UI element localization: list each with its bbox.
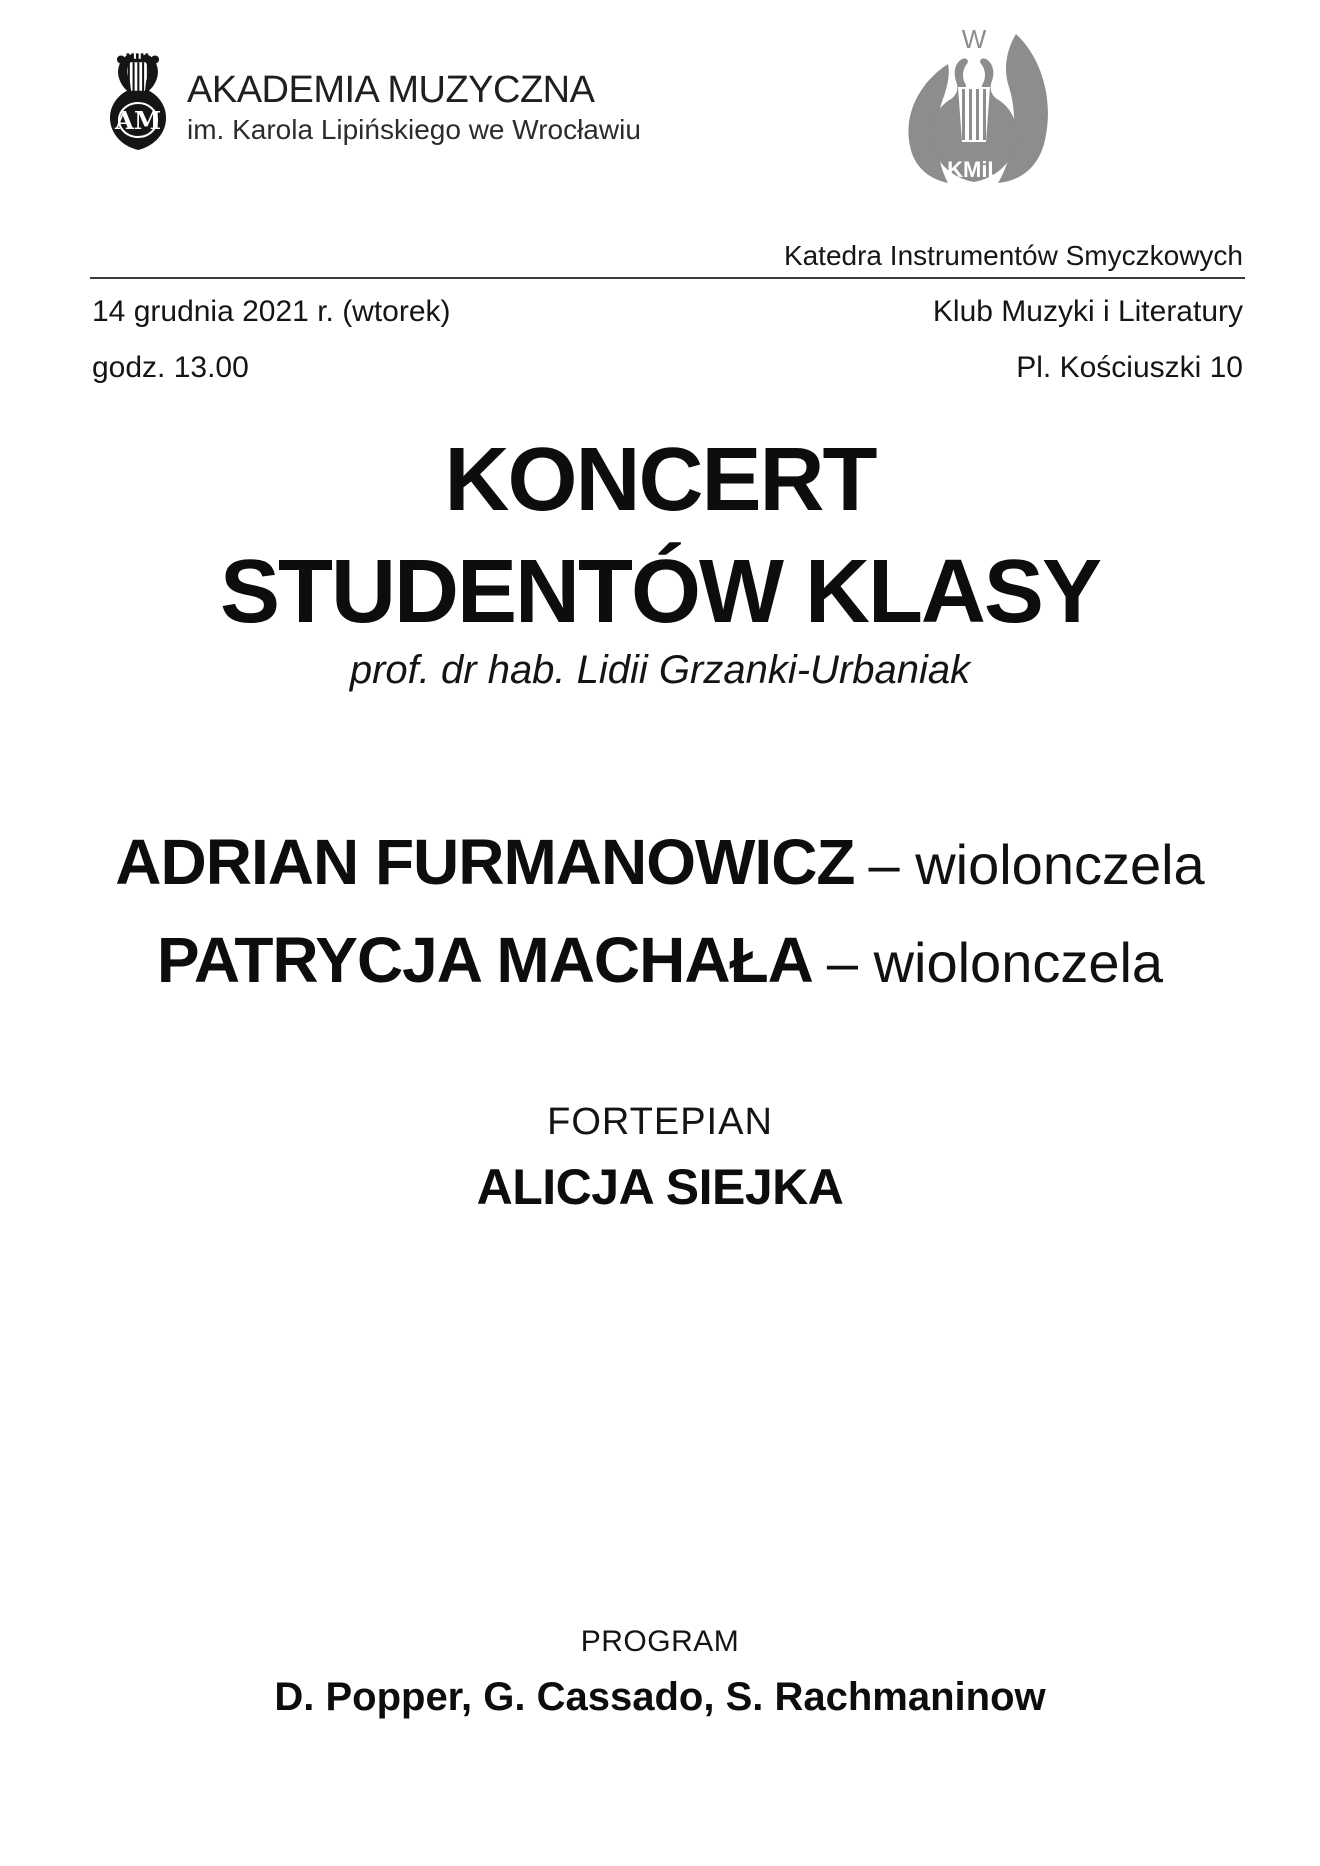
concert-title	[0, 424, 1320, 648]
venue-address: Pl. Kościuszki 10	[1016, 351, 1243, 384]
professor-name: prof. dr hab. Lidii Grzanki-Urbaniak	[349, 648, 971, 692]
club-logo-acronym: KMiL	[947, 157, 1001, 182]
accompanist-section	[0, 1098, 1320, 1216]
header-divider	[90, 277, 1245, 279]
performer-name: ADRIAN FURMANOWICZ	[115, 826, 855, 898]
lyre-icon	[103, 50, 173, 152]
program-section	[0, 1623, 1320, 1720]
club-logo	[868, 20, 1080, 193]
performer-name: PATRYCJA MACHAŁA	[156, 924, 813, 996]
performer-line	[0, 920, 1320, 1018]
performer-instrument: – wiolonczela	[826, 931, 1164, 994]
event-info-row-2	[92, 351, 1243, 385]
accompanist-name: ALICJA SIEJKA	[476, 1159, 844, 1215]
event-info-row-1	[92, 295, 1243, 329]
academy-monogram: AM	[114, 105, 162, 135]
academy-subtitle: im. Karola Lipińskiego we Wrocławiu	[187, 114, 641, 146]
performer-instrument: – wiolonczela	[868, 833, 1205, 896]
club-logo-letter: W	[961, 24, 987, 54]
event-time: godz. 13.00	[92, 351, 249, 384]
accompanist-role: FORTEPIAN	[547, 1101, 773, 1143]
academy-name: AKADEMIA MUZYCZNA	[187, 68, 595, 111]
kmil-flame-lyre-icon	[868, 20, 1080, 188]
concert-title-line2: STUDENTÓW KLASY	[220, 542, 1100, 642]
performer-line	[0, 822, 1320, 920]
department-name: Katedra Instrumentów Smyczkowych	[783, 240, 1243, 271]
concert-title-line1: KONCERT	[444, 430, 876, 530]
program-composers: D. Popper, G. Cassado, S. Rachmaninow	[274, 1675, 1046, 1719]
program-label: PROGRAM	[580, 1625, 740, 1658]
venue-name: Klub Muzyki i Literatury	[932, 295, 1243, 328]
performers-list	[0, 822, 1320, 1018]
event-date: 14 grudnia 2021 r. (wtorek)	[92, 295, 451, 328]
academy-logo	[103, 50, 641, 152]
